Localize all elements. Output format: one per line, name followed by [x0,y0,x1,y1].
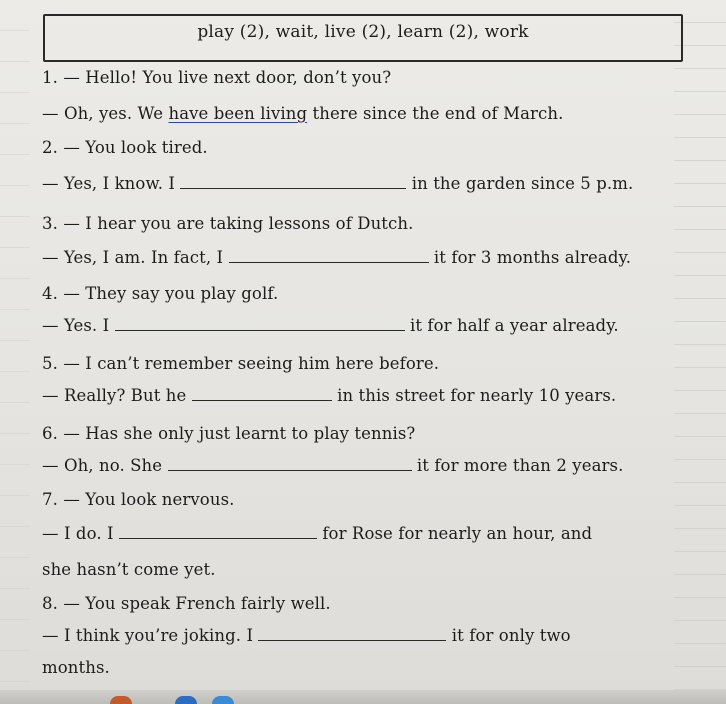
word-bank-box [43,14,683,62]
taskbar-app-icon [212,696,234,704]
taskbar-app-icon [175,696,197,704]
question-text: — Has she only just learnt to play tennis? [63,424,416,443]
exercise-7-question [42,490,234,509]
question-text: — I can’t remember seeing him here before. [63,354,440,373]
exercise-6-question [42,424,415,443]
reply-start: — Oh, no. She [42,456,163,475]
question-text: — I hear you are taking lessons of Dutch. [63,214,414,233]
answer-blank[interactable] [229,248,429,263]
exercise-number: 7. [42,490,58,509]
exercise-7-answer-line [42,524,592,543]
reply-start: — Yes. I [42,316,110,335]
screen-bottom-edge [0,690,726,704]
reply-start: — I do. I [42,524,114,543]
reply-start: — Really? But he [42,386,187,405]
exercise-4-question [42,284,278,303]
answer-blank[interactable] [258,626,446,641]
exercise-3-answer-line [42,248,631,267]
exercise-number: 8. [42,594,58,613]
reply-start: — Yes, I am. In fact, I [42,248,224,267]
exercise-8-question [42,594,331,613]
left-page-edge [0,0,30,704]
exercise-number: 1. [42,68,58,87]
answer-blank[interactable] [119,524,317,539]
reply-end: in the garden since 5 p.m. [411,174,634,193]
word-bank-text: play (2), wait, live (2), learn (2), work [197,22,529,42]
exercise-4-answer-line [42,316,619,335]
exercise-7-continuation [42,560,216,579]
reply-continuation: she hasn’t come yet. [42,560,216,579]
question-text: — You speak French fairly well. [63,594,331,613]
reply-continuation: months. [42,658,110,677]
exercise-2-question [42,138,208,157]
exercise-6-answer-line [42,456,623,475]
answer-blank[interactable] [192,386,332,401]
reply-start: — Yes, I know. I [42,174,176,193]
exercise-1-question [42,68,391,87]
question-text: — They say you play golf. [63,284,279,303]
reply-end: it for half a year already. [409,316,619,335]
exercise-number: 6. [42,424,58,443]
reply-end: for Rose for nearly an hour, and [322,524,593,543]
exercise-number: 2. [42,138,58,157]
exercise-5-question [42,354,439,373]
exercise-number: 3. [42,214,58,233]
question-text: — You look nervous. [63,490,235,509]
exercise-1-answer-line [42,104,563,123]
reply-start: — Oh, yes. We [42,104,169,123]
reply-end: it for 3 months already. [433,248,632,267]
taskbar-app-icon [110,696,132,704]
exercise-8-answer-line [42,626,571,645]
answer-blank[interactable] [115,316,405,331]
reply-start: — I think you’re joking. I [42,626,254,645]
example-answer: have been living [168,104,308,123]
right-page-edge [674,0,726,704]
exercise-number: 4. [42,284,58,303]
reply-end: it for more than 2 years. [416,456,624,475]
exercise-2-answer-line [42,174,633,193]
question-text: — Hello! You live next door, don’t you? [63,68,392,87]
exercise-3-question [42,214,413,233]
exercise-5-answer-line [42,386,616,405]
exercise-number: 5. [42,354,58,373]
answer-blank[interactable] [180,174,406,189]
exercise-8-continuation [42,658,110,677]
question-text: — You look tired. [63,138,208,157]
answer-blank[interactable] [168,456,412,471]
reply-end: it for only two [451,626,571,645]
reply-end: in this street for nearly 10 years. [337,386,617,405]
reply-end: there since the end of March. [307,104,564,123]
